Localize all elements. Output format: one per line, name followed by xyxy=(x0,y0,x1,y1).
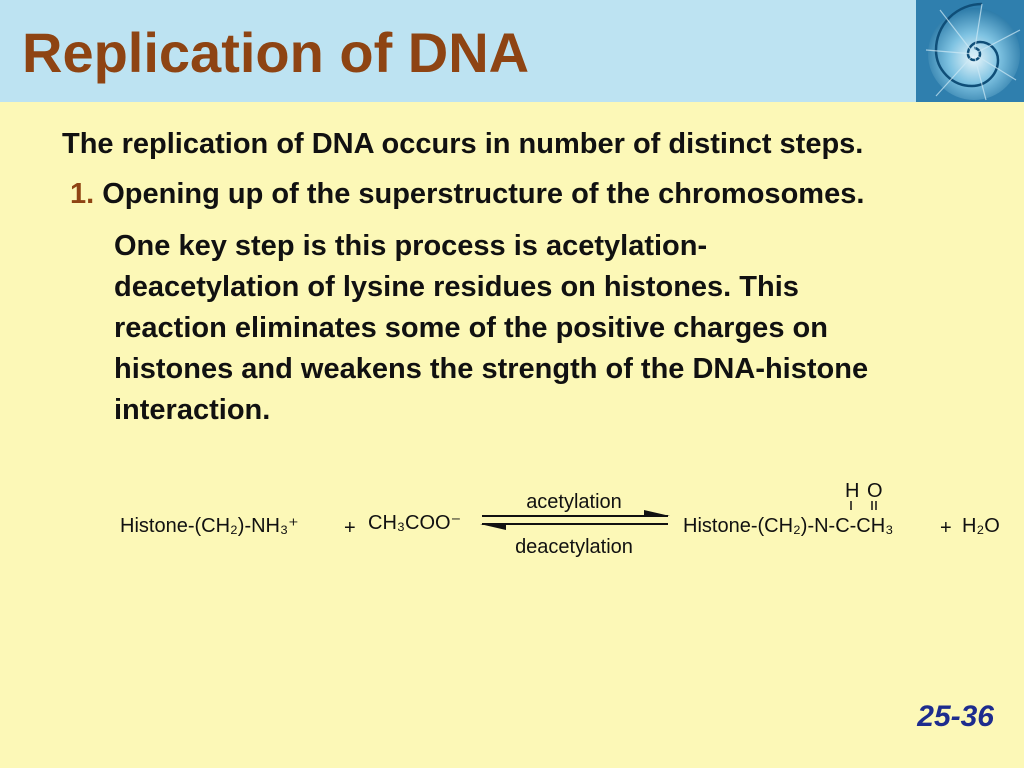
acetylation-equation xyxy=(0,470,1024,570)
product-water: H₂O xyxy=(962,515,1000,537)
reactant-histone-amine: Histone-(CH₂)-NH₃⁺ xyxy=(120,515,299,537)
slide-title: Replication of DNA xyxy=(22,21,530,84)
step-item xyxy=(70,178,864,211)
paragraph-line: interaction. xyxy=(114,394,271,426)
intro-text: The replication of DNA occurs in number of distinct steps. xyxy=(62,128,864,160)
product-o-atom: O xyxy=(867,480,883,502)
reactant-acetate: CH₃COO⁻ xyxy=(368,512,462,534)
plus-sign: + xyxy=(344,517,356,539)
reverse-label: deacetylation xyxy=(515,536,633,558)
step-number: 1. xyxy=(70,178,95,210)
paragraph-line: One key step is this process is acetylation- xyxy=(114,230,708,262)
nautilus-shell-icon xyxy=(916,0,1024,102)
plus-sign: + xyxy=(940,517,952,539)
explanation-paragraph xyxy=(114,226,1014,431)
step-text: Opening up of the superstructure of the chromosomes. xyxy=(102,178,865,210)
slide-number: 25-36 xyxy=(917,700,994,733)
product-acetylated-histone: Histone-(CH₂)-N-C-CH₃ xyxy=(683,515,894,537)
paragraph-line: reaction eliminates some of the positive charges on xyxy=(114,312,828,344)
paragraph-line: histones and weakens the strength of the DNA-histone xyxy=(114,353,869,385)
paragraph-line: deacetylation of lysine residues on histones. This xyxy=(114,271,799,303)
forward-label: acetylation xyxy=(526,491,622,513)
product-h-atom: H xyxy=(845,480,860,502)
